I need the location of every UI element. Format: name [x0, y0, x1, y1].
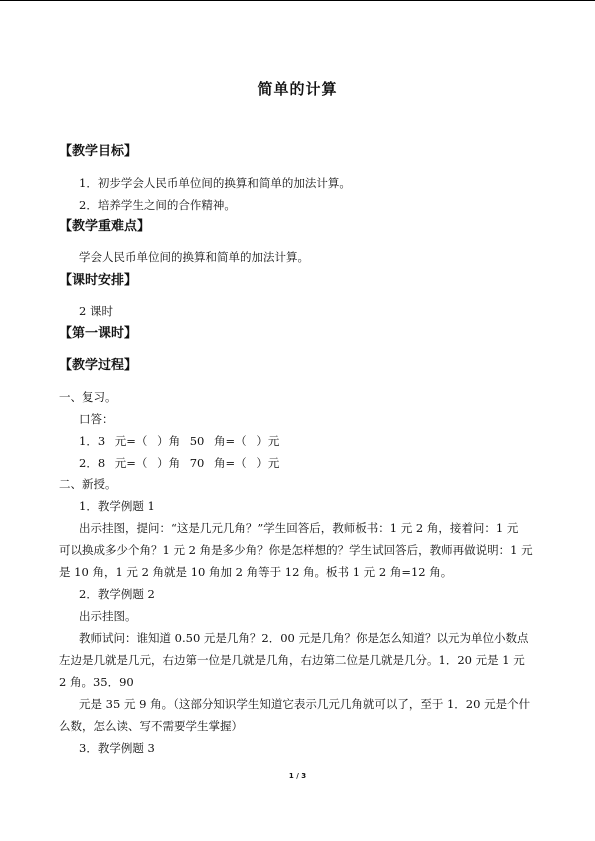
oral-label: 口答：	[79, 412, 114, 426]
example-1-title: 1．教学例题 1	[79, 499, 155, 513]
schedule-heading: 【课时安排】	[59, 273, 138, 288]
example-2-line-2: 教师试问：谁知道 0.50 元是几角？2．00 元是几角？你是怎么知道？以元为单位小数点	[79, 631, 529, 645]
example-1-line-1: 出示挂图，提问：“这是几元几角？”学生回答后，教师板书：1 元 2 角，接着问：1 元	[79, 521, 519, 535]
goals-heading: 【教学目标】	[59, 144, 138, 159]
schedule-text: 2 课时	[79, 304, 113, 318]
key-points-heading: 【教学重难点】	[59, 219, 151, 234]
example-2-line-3: 左边是几就是几元，右边第一位是几就是几角，右边第二位是几就是几分。1．20 元是 1 元	[59, 653, 525, 667]
example-3-title: 3．教学例题 3	[79, 741, 155, 755]
question-2: 2．8 元=（ ）角 70 角=（ ）元	[79, 456, 280, 470]
example-2-line-4: 2 角。35．90	[59, 675, 134, 689]
process-heading: 【教学过程】	[59, 358, 138, 373]
key-points-text: 学会人民币单位间的换算和简单的加法计算。	[79, 250, 309, 264]
example-2-line-6: 么数，怎么读、写不需要学生掌握）	[59, 719, 243, 733]
example-2-line-1: 出示挂图。	[79, 609, 137, 623]
example-2-title: 2．教学例题 2	[79, 587, 155, 601]
review-title: 一、复习。	[59, 390, 117, 404]
page-title: 简单的计算	[257, 80, 338, 98]
header-rule	[0, 0, 595, 1]
question-1: 1．3 元=（ ）角 50 角=（ ）元	[79, 434, 280, 448]
example-1-line-2: 可以换成多少个角？1 元 2 角是多少角？你是怎样想的？学生试回答后，教师再做说明：1 元	[59, 543, 533, 557]
new-lesson-title: 二、新授。	[59, 477, 117, 491]
page-number: 1 / 3	[288, 772, 307, 780]
goal-item-2: 2．培养学生之间的合作精神。	[79, 198, 236, 212]
lesson-heading: 【第一课时】	[59, 326, 138, 341]
example-2-line-5: 元是 35 元 9 角。（这部分知识学生知道它表示几元几角就可以了，至于 1．20 元是个什	[79, 697, 531, 711]
goal-item-1: 1．初步学会人民币单位间的换算和简单的加法计算。	[79, 176, 351, 190]
example-1-line-3: 是 10 角，1 元 2 角就是 10 角加 2 角等于 12 角。板书 1 元 2 角=12 角。	[59, 565, 453, 579]
